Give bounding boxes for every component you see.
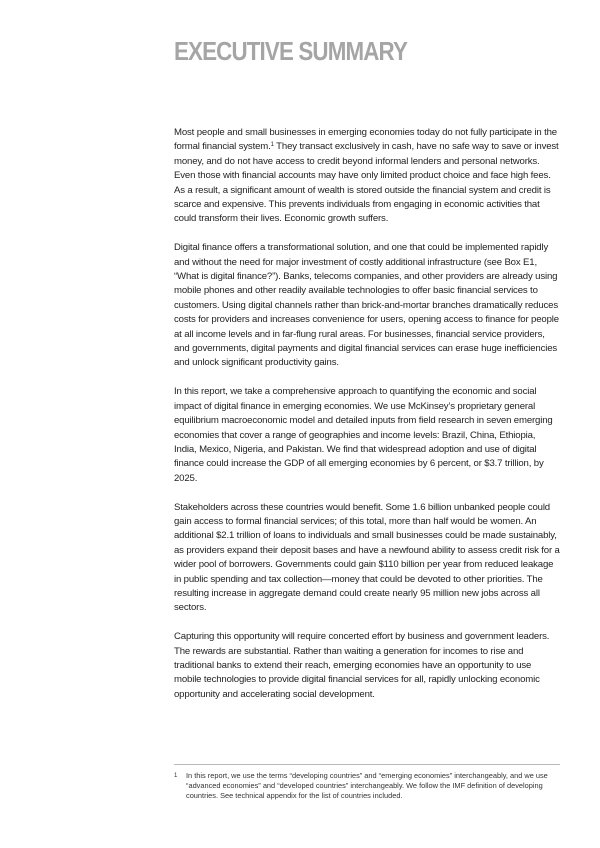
footnote-reference[interactable]: 1 — [270, 142, 274, 149]
paragraph-3: In this report, we take a comprehensive approach to quantifying the economic and social impact of digital finance in emerging economies. We use McKinsey’s proprietary general equilibrium macroeconomic model and detailed inputs from field research in seven emerging economies that cover a range of geographies and income levels: Brazil, China, Ethiopia, India, Mexico, Nigeria, and Pakistan. We find that widespread adoption and use of digital finance could increase the GDP of all emerging economies by 6 percent, or $3.7 trillion, by 2025. — [174, 386, 553, 484]
footnote-divider — [174, 764, 560, 765]
footnote-text: In this report, we use the terms “developing countries” and “emerging economies” interchangeably, and we use “advanced economies” and “developed countries” interchangeably. We follow the IMF definition of developing countries. See technical appendix for the list of countries included. — [186, 771, 548, 801]
body-text — [174, 126, 560, 717]
footnote-marker: 1 — [174, 773, 178, 779]
paragraph-1 — [174, 126, 560, 227]
paragraph-5: Capturing this opportunity will require concerted effort by business and government leaders. The rewards are substantial. Rather than waiting a generation for incomes to rise and traditional banks to extend their reach, emerging economies have an opportunity to use mobile technologies to provide digital financial services for all, rapidly unlocking economic opportunity and accelerating social development. — [174, 631, 550, 700]
paragraph-1-text-cont: They transact exclusively in cash, have no safe way to save or invest money, and do not have access to credit beyond informal lenders and personal networks. Even those with financial accounts may have only limited product choice and face high fees. As a result, a significant amount of wealth is stored outside the financial system and credit is scarce and expensive. This prevents individuals from engaging in economic activities that could transform their lives. Economic growth suffers. — [174, 141, 559, 225]
paragraph-2: Digital finance offers a transformational solution, and one that could be implemented rapidly and without the need for major investment of costly additional infrastructure (see Box E1, “What is digital finance?”). Banks, telecoms companies, and other providers are already using mobile phones and other readily available technologies to offer basic financial services to customers. Using digital channels rather than brick-and-mortar branches dramatically reduces costs for providers and increases convenience for users, opening access to finance for people at all income levels and in far-flung rural areas. For businesses, financial service providers, and governments, digital payments and digital financial services can erase huge inefficiencies and unlock significant productivity gains. — [174, 242, 559, 369]
paragraph-1-text: Most people and small businesses in emerging economies today do not fully participate in the formal financial system. — [174, 127, 557, 153]
footnote — [174, 771, 560, 802]
page-title: EXECUTIVE SUMMARY — [174, 36, 408, 66]
paragraph-4: Stakeholders across these countries would benefit. Some 1.6 billion unbanked people could gain access to formal financial services; of this total, more than half would be women. An additional $2.1 trillion of loans to individuals and small businesses could be made sustainably, as providers expand their deposit bases and have a newfound ability to assess credit risk for a wider pool of borrowers. Governments could gain $110 billion per year from reduced leakage in public spending and tax collection—money that could be devoted to other priorities. The resulting increase in aggregate demand could create nearly 95 million new jobs across all sectors. — [174, 501, 560, 614]
